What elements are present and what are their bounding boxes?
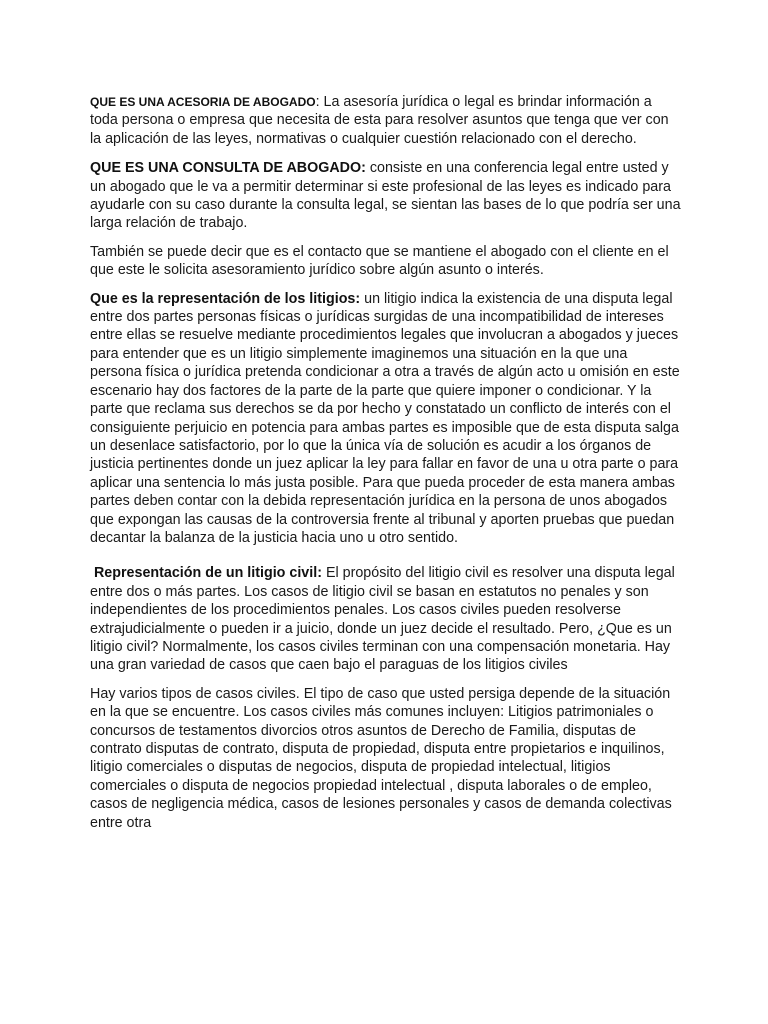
paragraph-contacto	[90, 243, 682, 280]
paragraph-text: También se puede decir que es el contacto que se mantiene el abogado con el cliente en el que este le solicita asesoramiento jurídico sobre algún asunto o interés.	[90, 243, 669, 279]
paragraph-text: : La asesoría jurídica o legal es brindar información a toda persona o empresa que necesita de esta para resolver asuntos que tenga que ver con la aplicación de las leyes, normativas o cualquier cuestión relacionado con el derecho.	[90, 94, 669, 147]
paragraph-representacion-litigios	[90, 290, 682, 548]
paragraph-heading: Que es la representación de los litigios:	[90, 290, 361, 307]
paragraph-text: El propósito del litigio civil es resolver una disputa legal entre dos o más partes. Los casos de litigio civil se basan en estatutos no penales y son independientes de los procedimientos penales. Los casos civiles pueden resolverse extrajudicialmente o pueden ir a juicio, donde un juez decide el resultado. Pero, ¿Que es un litigio civil? Normalmente, los casos civiles terminan con una compensación monetaria. Hay una gran variedad de casos que caen bajo el paraguas de los litigios civiles	[90, 565, 675, 674]
paragraph-consulta	[90, 159, 682, 233]
paragraph-tipos-casos	[90, 685, 682, 832]
document-body	[90, 93, 682, 842]
paragraph-text: un litigio indica la existencia de una disputa legal entre dos partes personas físicas o jurídicas surgidas de una incompatibilidad de intereses entre ellas se resuelve mediante procedimientos legales que involucran a abogados y jueces para entender que es un litigio simplemente imaginemos una situación en la que una persona física o jurídica pretenda condicionar a otra a través de algún acto u omisión en este escenario hay dos factores de la parte de la parte que quiere imponer o condicionar. Y la parte que reclama sus derechos se da por hecho y constatado un conflicto de interés con el consiguiente perjuicio en potencia para ambas partes es imposible que de esta disputa salga un desenlace satisfactorio, por lo que la única vía de solución es acudir a los órganos de justicia pertinentes donde un juez aplicar la ley para fallar en favor de una u otra parte o para aplicar una sentencia lo más justa posible. Para que pueda proceder de esta manera ambas partes deben contar con la debida representación jurídica en la persona de unos abogados que expongan las causas de la controversia frente al tribunal y aporten pruebas que puedan decantar la balanza de la justicia hacia uno u otro sentido.	[90, 290, 680, 546]
paragraph-text: Hay varios tipos de casos civiles. El tipo de caso que usted persiga depende de la situación en la que se encuentre. Los casos civiles más comunes incluyen: Litigios patrimoniales o concursos de testamentos divorcios otros asuntos de Derecho de Familia, disputas de contrato disputas de contrato, disputa de propiedad, disputa entre propietarios e inquilinos, litigio comerciales o disputas de negocios, disputa de propiedad intelectual, litigios comerciales o disputa de negocios propiedad intelectual , disputa laborales o de empleo, casos de negligencia médica, casos de lesiones personales y casos de demanda colectivas entre otra	[90, 685, 672, 831]
paragraph-litigio-civil	[90, 564, 682, 674]
paragraph-heading: Representación de un litigio civil:	[90, 565, 322, 582]
paragraph-asesoria	[90, 93, 682, 148]
paragraph-heading: QUE ES UNA CONSULTA DE ABOGADO:	[90, 160, 366, 177]
paragraph-text: consiste en una conferencia legal entre usted y un abogado que le va a permitir determinar si este profesional de las leyes es indicado para ayudarle con su caso durante la consulta legal, se sientan las bases de lo que podría ser una larga relación de trabajo.	[90, 160, 681, 232]
paragraph-heading: QUE ES UNA ACESORIA DE ABOGADO	[90, 95, 316, 109]
